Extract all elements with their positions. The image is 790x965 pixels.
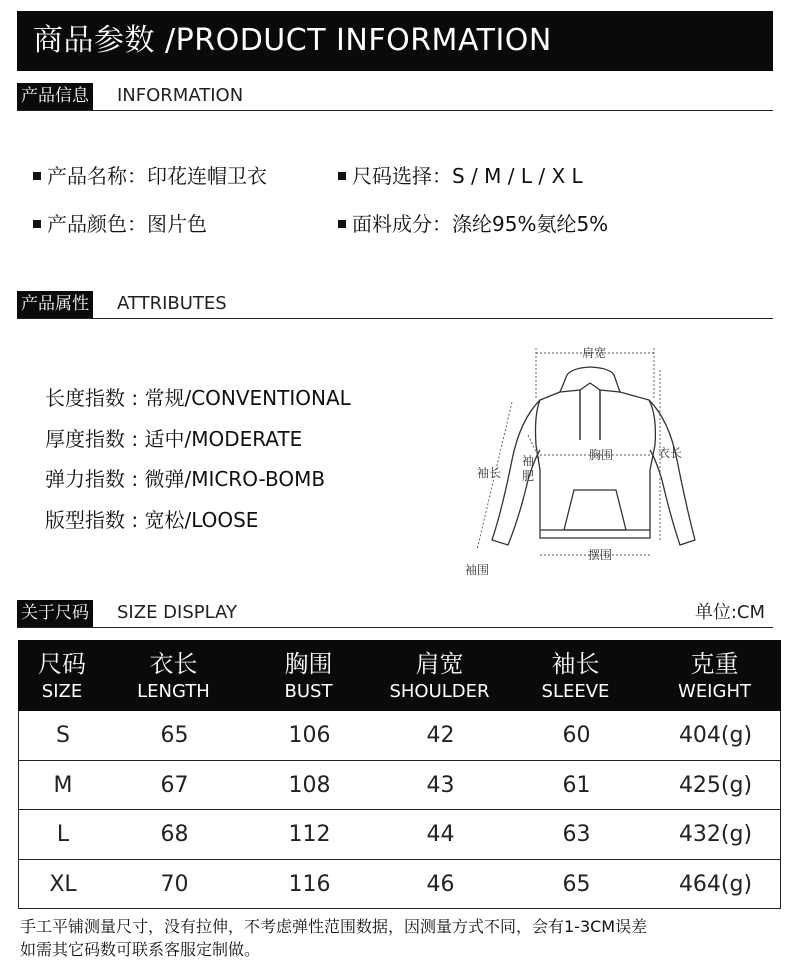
table-cell: 108	[288, 772, 331, 798]
table-row	[18, 711, 781, 761]
section-tag: 产品属性	[17, 291, 93, 318]
attribute-thickness: 厚度指数 : 适中/MODERATE	[45, 427, 303, 451]
custom-size-note: 如需其它码数可联系客服定制做。	[20, 940, 261, 959]
table-cell: 67	[160, 772, 189, 798]
table-cell: XL	[49, 871, 77, 897]
table-cell: 464(g)	[678, 871, 753, 897]
table-cell: 65	[160, 723, 189, 748]
table-header	[18, 640, 781, 711]
table-row	[18, 761, 781, 811]
section-title: ATTRIBUTES	[117, 293, 227, 314]
section-header-attributes	[17, 291, 773, 319]
bust-label: 胸围	[589, 448, 614, 462]
section-header-information	[17, 83, 773, 111]
bullet-square-icon	[338, 220, 346, 228]
table-row	[18, 810, 781, 860]
size-table	[18, 640, 781, 909]
attribute-elasticity: 弹力指数 : 微弹/MICRO-BOMB	[45, 467, 326, 491]
right-sleeve-outline	[649, 400, 695, 545]
table-cell: L	[56, 822, 70, 847]
table-cell: 106	[288, 723, 331, 748]
pocket-outline	[564, 490, 626, 530]
cuff-label: 袖围	[465, 563, 490, 577]
sleeve-width-label-1: 袖	[522, 454, 535, 468]
hoodie-measurement-diagram	[462, 340, 712, 580]
measurement-note: 手工平铺测量尺寸，没有拉伸，不考虑弹性范围数据，因测量方式不同，会有1-3CM误差	[20, 917, 648, 936]
column-header: 袖长 SLEEVE	[541, 650, 610, 702]
attribute-fit: 版型指数 : 宽松/LOOSE	[45, 508, 259, 532]
table-cell: S	[56, 723, 70, 748]
info-item: 产品名称：印花连帽卫衣	[33, 163, 267, 189]
table-cell: 61	[562, 772, 591, 798]
column-header: 衣长 LENGTH	[137, 650, 210, 702]
shoulder-label: 肩宽	[582, 346, 607, 360]
table-row	[18, 860, 781, 910]
column-header: 肩宽 SHOULDER	[389, 650, 490, 702]
table-cell: 63	[562, 822, 591, 847]
sleeve-label: 袖长	[477, 466, 502, 480]
table-cell: 42	[426, 723, 455, 748]
bullet-square-icon	[33, 172, 41, 180]
info-item: 尺码选择：S / M / L / X L	[338, 163, 583, 189]
table-cell: 432(g)	[678, 822, 753, 847]
hood-outline	[560, 367, 620, 392]
section-title: INFORMATION	[117, 85, 244, 106]
bullet-square-icon	[338, 172, 346, 180]
info-item: 产品颜色：图片色	[33, 211, 207, 237]
section-title: SIZE DISPLAY	[117, 602, 237, 623]
bullet-square-icon	[33, 220, 41, 228]
unit-label: 单位:CM	[694, 602, 765, 623]
column-header: 尺码 SIZE	[38, 650, 86, 702]
body-outline	[536, 392, 656, 538]
table-cell: 116	[288, 871, 331, 897]
info-item: 面料成分：涤纶95%氨纶5%	[338, 211, 608, 237]
table-cell: 44	[426, 822, 455, 847]
hem-label: 摆围	[588, 548, 613, 562]
section-tag: 关于尺码	[17, 600, 93, 627]
attribute-length: 长度指数 : 常规/CONVENTIONAL	[45, 386, 351, 410]
table-cell: 46	[426, 871, 455, 897]
section-tag: 产品信息	[17, 83, 93, 110]
table-cell: 60	[562, 723, 591, 748]
table-cell: 65	[562, 871, 591, 897]
sleeve-width-label-2: 肥	[522, 469, 535, 483]
page-banner: 商品参数 /PRODUCT INFORMATION	[17, 11, 773, 71]
length-label: 衣长	[658, 446, 683, 460]
table-cell: 112	[288, 822, 331, 847]
table-cell: 68	[160, 822, 189, 847]
column-header: 胸围 BUST	[284, 650, 333, 702]
column-header: 克重 WEIGHT	[678, 650, 751, 702]
section-header-size	[17, 600, 773, 628]
table-cell: 43	[426, 772, 455, 798]
table-cell: M	[53, 772, 73, 798]
table-cell: 70	[160, 871, 189, 897]
table-cell: 425(g)	[678, 772, 753, 798]
table-cell: 404(g)	[678, 723, 753, 748]
